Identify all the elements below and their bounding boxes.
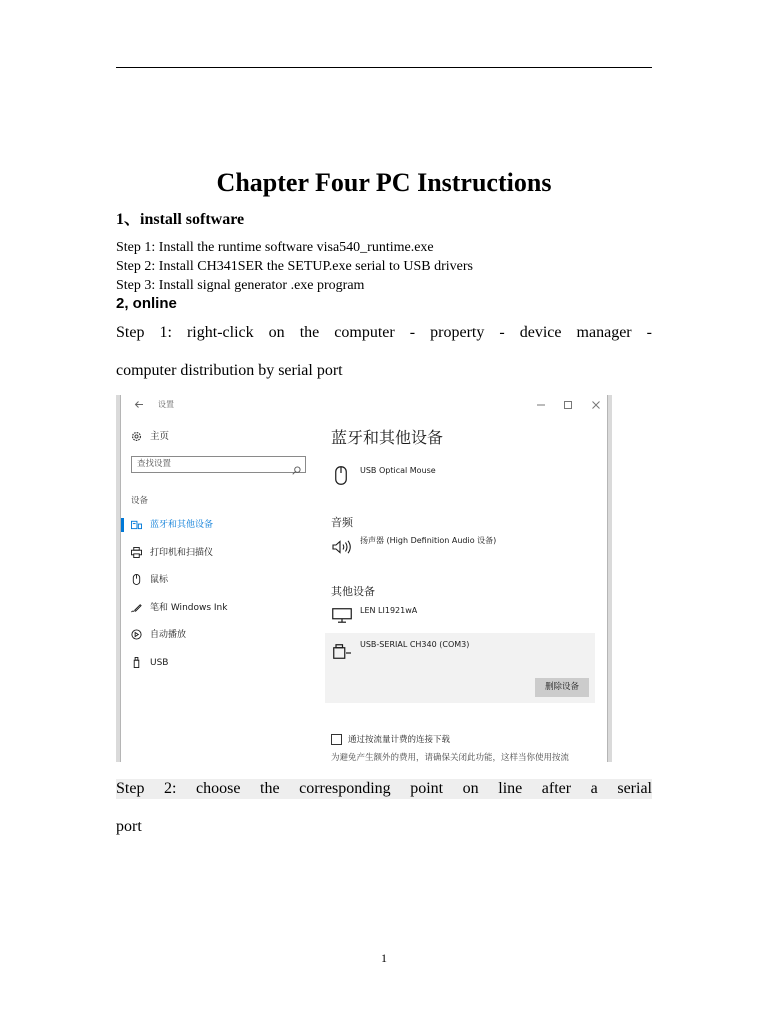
metered-download-label: 通过按流量计费的连接下载 bbox=[348, 735, 451, 745]
autoplay-icon bbox=[131, 629, 142, 640]
selected-indicator bbox=[121, 656, 124, 670]
search-icon bbox=[292, 460, 301, 479]
install-step-3: Step 3: Install signal generator .exe program bbox=[116, 278, 365, 293]
selected-indicator bbox=[121, 546, 124, 560]
sidebar-item-pen bbox=[121, 598, 317, 618]
settings-window bbox=[120, 395, 608, 762]
monitor-icon bbox=[332, 608, 352, 623]
chapter-title: Chapter Four PC Instructions bbox=[216, 168, 552, 197]
sidebar-item-label: 蓝牙和其他设备 bbox=[150, 520, 214, 530]
header-rule bbox=[116, 67, 652, 68]
sidebar-item-bluetooth bbox=[121, 515, 317, 535]
metered-download-note: 为避免产生额外的费用，请确保关闭此功能，这样当你使用按流 bbox=[331, 753, 570, 762]
selected-device-row bbox=[325, 633, 595, 703]
minimize-icon bbox=[537, 404, 545, 406]
sidebar-item-label: USB bbox=[150, 658, 169, 668]
sidebar-section-label: 设备 bbox=[131, 496, 149, 506]
online-step-2-line-2: port bbox=[116, 818, 142, 835]
bluetooth-devices-icon bbox=[131, 519, 142, 530]
search-placeholder: 查找设置 bbox=[137, 459, 172, 469]
sidebar-item-label: 笔和 Windows Ink bbox=[150, 603, 228, 613]
settings-screenshot bbox=[116, 395, 612, 762]
speaker-icon bbox=[332, 540, 352, 554]
close-icon bbox=[592, 401, 600, 409]
online-step-2-line-1: Step 2: choose the corresponding point on line after a serial bbox=[116, 780, 652, 797]
home-label: 主页 bbox=[150, 431, 170, 442]
remove-device-button: 删除设备 bbox=[535, 678, 589, 697]
sidebar-item-label: 鼠标 bbox=[150, 575, 169, 585]
device-name: 扬声器 (High Definition Audio 设备) bbox=[360, 536, 497, 545]
sidebar-item-label: 自动播放 bbox=[150, 630, 187, 640]
sidebar-item-printers bbox=[121, 543, 317, 563]
install-step-1: Step 1: Install the runtime software visa540_runtime.exe bbox=[116, 240, 434, 255]
usb-icon bbox=[131, 657, 142, 668]
mouse-icon bbox=[131, 574, 142, 585]
audio-heading: 音频 bbox=[331, 516, 353, 529]
pen-icon bbox=[131, 602, 142, 613]
page-number: 1 bbox=[381, 951, 387, 965]
sidebar-item-label: 打印机和扫描仪 bbox=[150, 548, 214, 558]
device-name: USB-SERIAL CH340 (COM3) bbox=[360, 640, 470, 649]
device-name: LEN LI1921wA bbox=[360, 606, 418, 615]
mouse-icon bbox=[335, 466, 347, 485]
section-heading-online: 2, online bbox=[116, 295, 177, 312]
page-heading: 蓝牙和其他设备 bbox=[331, 428, 444, 447]
install-step-2: Step 2: Install CH341SER the SETUP.exe serial to USB drivers bbox=[116, 259, 473, 274]
search-input bbox=[131, 456, 306, 473]
printer-icon bbox=[131, 547, 142, 558]
metered-download-checkbox bbox=[331, 734, 342, 745]
sidebar-item-autoplay bbox=[121, 625, 317, 645]
sidebar-item-usb bbox=[121, 653, 317, 673]
gear-icon bbox=[131, 431, 142, 442]
window-title: 设置 bbox=[158, 400, 174, 409]
selected-indicator bbox=[121, 628, 124, 642]
device-name: USB Optical Mouse bbox=[360, 466, 436, 475]
back-arrow-icon bbox=[134, 400, 144, 409]
maximize-icon bbox=[564, 401, 572, 409]
selected-indicator bbox=[121, 518, 124, 532]
other-devices-heading: 其他设备 bbox=[331, 585, 375, 598]
usb-serial-icon bbox=[333, 644, 353, 659]
online-step-1-line-1: Step 1: right-click on the computer - property - device manager - bbox=[116, 324, 652, 341]
sidebar-item-mouse bbox=[121, 570, 317, 590]
selected-indicator bbox=[121, 601, 124, 615]
selected-indicator bbox=[121, 573, 124, 587]
section-heading-install: 1、install software bbox=[116, 211, 245, 228]
online-step-1-line-2: computer distribution by serial port bbox=[116, 362, 343, 379]
